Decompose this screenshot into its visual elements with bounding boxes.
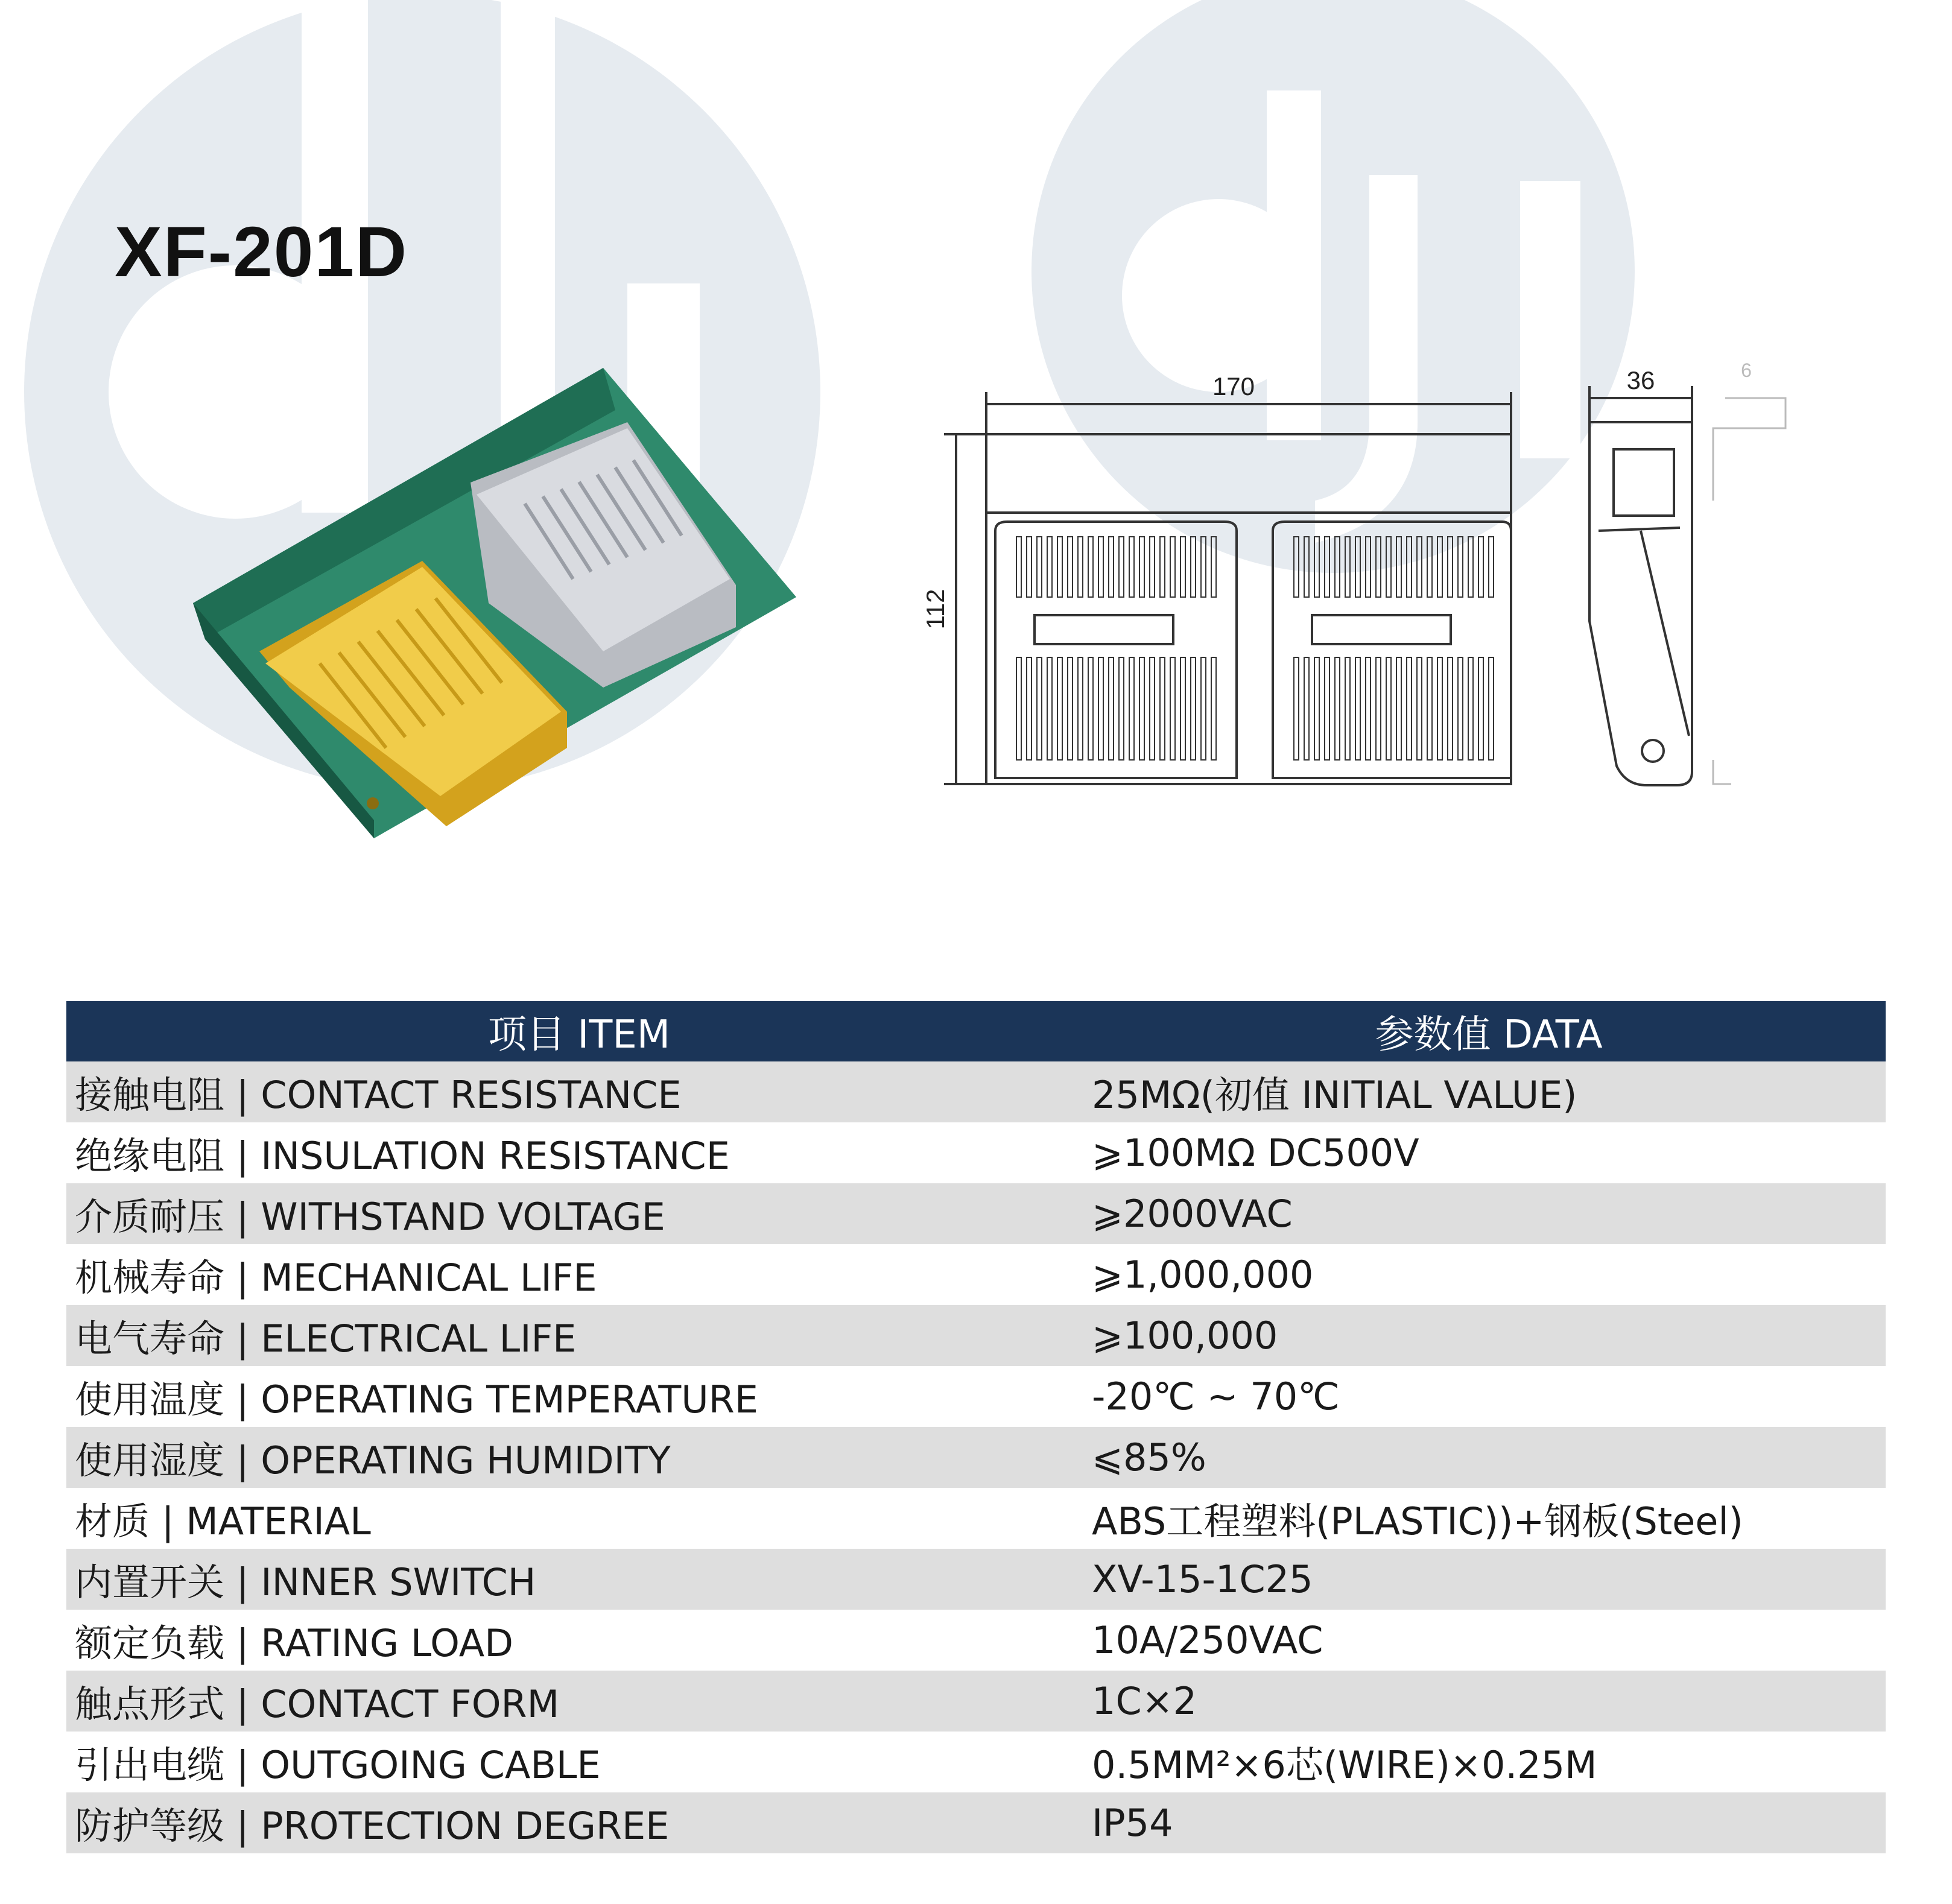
- slot-mark: [1314, 537, 1319, 597]
- slot-mark: [1366, 537, 1371, 597]
- slot-mark: [1386, 537, 1391, 597]
- table-row: [66, 1366, 1886, 1427]
- header-data: 参数值 DATA: [1092, 1001, 1886, 1061]
- table-row: [66, 1792, 1886, 1853]
- dim-side-label: 6: [1741, 359, 1752, 381]
- row-value: 25MΩ(初值 INITIAL VALUE): [1092, 1061, 1886, 1122]
- slot-mark: [1376, 657, 1381, 760]
- slot-mark: [1057, 657, 1062, 760]
- slot-mark: [1335, 657, 1340, 760]
- slot-mark: [1180, 537, 1185, 597]
- row-item: 使用湿度 | OPERATING HUMIDITY: [66, 1427, 1092, 1488]
- table-row: [66, 1488, 1886, 1549]
- row-value: ⩾100MΩ DC500V: [1092, 1131, 1419, 1175]
- row-item: 内置开关 | INNER SWITCH: [66, 1549, 1092, 1610]
- table-row: [66, 1427, 1886, 1488]
- slot-mark: [1468, 537, 1473, 597]
- row-value: ⩾2000VAC: [1092, 1183, 1886, 1244]
- row-item: 额定负载 | RATING LOAD: [75, 1621, 513, 1665]
- row-item: 机械寿命 | MECHANICAL LIFE: [75, 1256, 597, 1300]
- slot-mark: [1478, 657, 1483, 760]
- slot-mark: [1129, 657, 1134, 760]
- slot-mark: [1057, 537, 1062, 597]
- slot-mark: [1016, 537, 1021, 597]
- table-row: [66, 1549, 1886, 1610]
- row-item: 材质 | MATERIAL: [75, 1499, 371, 1543]
- slot-mark: [1345, 537, 1350, 597]
- slot-mark: [1191, 657, 1196, 760]
- row-item: 引出电缆 | OUTGOING CABLE: [75, 1743, 601, 1787]
- slot-mark: [1037, 537, 1042, 597]
- slot-mark: [1129, 537, 1134, 597]
- table-row: [66, 1244, 1886, 1305]
- slot-mark: [1458, 537, 1463, 597]
- row-item: 触点形式 | CONTACT FORM: [66, 1671, 1092, 1732]
- slot-mark: [1407, 657, 1412, 760]
- slot-mark: [1170, 657, 1175, 760]
- row-value: XV-15-1C25: [1092, 1549, 1886, 1610]
- row-value: ⩾1,000,000: [1092, 1253, 1314, 1297]
- slot-mark: [1191, 537, 1196, 597]
- row-value: ⩾100,000: [1092, 1305, 1886, 1366]
- slot-mark: [1016, 657, 1021, 760]
- slot-mark: [1366, 657, 1371, 760]
- row-value: ⩽85%: [1092, 1427, 1886, 1488]
- slot-mark: [1201, 537, 1206, 597]
- slot-mark: [1150, 537, 1155, 597]
- slot-mark: [1304, 657, 1309, 760]
- slot-mark: [1325, 537, 1329, 597]
- dim-width-label: 170: [1212, 372, 1255, 400]
- row-item: 绝缘电阻 | INSULATION RESISTANCE: [75, 1134, 730, 1178]
- slot-mark: [1448, 657, 1453, 760]
- slot-mark: [1376, 537, 1381, 597]
- row-value: -20℃ ~ 70℃: [1092, 1374, 1340, 1419]
- slot-mark: [1345, 657, 1350, 760]
- slot-mark: [1437, 657, 1442, 760]
- slot-mark: [1160, 657, 1165, 760]
- slot-mark: [1304, 537, 1309, 597]
- slot-mark: [1437, 537, 1442, 597]
- slot-mark: [1047, 657, 1052, 760]
- slot-mark: [1150, 657, 1155, 760]
- slot-mark: [1068, 657, 1073, 760]
- spec-table: [66, 1001, 1886, 1853]
- slot-mark: [1068, 537, 1073, 597]
- slot-mark: [1211, 537, 1216, 597]
- header-item: 项目 ITEM: [66, 1001, 1092, 1061]
- slot-mark: [1088, 537, 1093, 597]
- slot-mark: [1088, 657, 1093, 760]
- slot-mark: [1098, 537, 1103, 597]
- slot-mark: [1139, 537, 1144, 597]
- table-row: [66, 1732, 1886, 1792]
- slot-mark: [1417, 657, 1422, 760]
- slot-mark: [1160, 537, 1165, 597]
- row-value: ABS工程塑料(PLASTIC))+钢板(Steel): [1092, 1499, 1743, 1543]
- slot-mark: [1355, 537, 1360, 597]
- row-value: 1C×2: [1092, 1671, 1886, 1732]
- slot-mark: [1180, 657, 1185, 760]
- row-item: 使用温度 | OPERATING TEMPERATURE: [75, 1377, 758, 1422]
- slot-mark: [1027, 537, 1031, 597]
- slot-mark: [1386, 657, 1391, 760]
- slot-mark: [1109, 537, 1114, 597]
- slot-mark: [1489, 657, 1494, 760]
- slot-mark: [1211, 657, 1216, 760]
- row-value: 0.5MM²×6芯(WIRE)×0.25M: [1092, 1743, 1597, 1787]
- table-row: [66, 1671, 1886, 1732]
- row-value: 10A/250VAC: [1092, 1618, 1323, 1662]
- slot-mark: [1170, 537, 1175, 597]
- slot-mark: [1355, 657, 1360, 760]
- slot-mark: [1458, 657, 1463, 760]
- row-item: 接触电阻 | CONTACT RESISTANCE: [66, 1061, 1092, 1122]
- product-model-title: XF-201D: [115, 212, 408, 292]
- slot-mark: [1037, 657, 1042, 760]
- row-item: 电气寿命 | ELECTRICAL LIFE: [66, 1305, 1092, 1366]
- slot-mark: [1314, 657, 1319, 760]
- table-row: [66, 1305, 1886, 1366]
- table-row: [66, 1122, 1886, 1183]
- table-row: [66, 1183, 1886, 1244]
- row-item: 防护等级 | PROTECTION DEGREE: [66, 1792, 1092, 1853]
- slot-mark: [1119, 537, 1124, 597]
- slot-mark: [1396, 657, 1401, 760]
- slot-mark: [1427, 537, 1432, 597]
- slot-mark: [1047, 537, 1052, 597]
- table-row: [66, 1061, 1886, 1122]
- slot-mark: [1489, 537, 1494, 597]
- dimension-drawing: [921, 350, 1810, 808]
- slot-mark: [1294, 537, 1299, 597]
- spec-table-header: [66, 1001, 1886, 1061]
- table-row: [66, 1610, 1886, 1671]
- foot-switch-photo: [181, 350, 820, 856]
- slot-mark: [1335, 537, 1340, 597]
- bar-marks-2: [1294, 537, 1494, 760]
- slot-mark: [1139, 657, 1144, 760]
- slot-mark: [1478, 537, 1483, 597]
- slot-mark: [1468, 657, 1473, 760]
- dim-depth-label: 36: [1626, 366, 1655, 394]
- bar-marks: [1016, 537, 1216, 760]
- slot-mark: [1407, 537, 1412, 597]
- slot-mark: [1078, 537, 1083, 597]
- slot-mark: [1325, 657, 1329, 760]
- slot-mark: [1427, 657, 1432, 760]
- row-value: IP54: [1092, 1792, 1886, 1853]
- slot-mark: [1294, 657, 1299, 760]
- row-item: 介质耐压 | WITHSTAND VOLTAGE: [66, 1183, 1092, 1244]
- slot-mark: [1098, 657, 1103, 760]
- slot-mark: [1396, 537, 1401, 597]
- slot-mark: [1078, 657, 1083, 760]
- slot-mark: [1201, 657, 1206, 760]
- slot-mark: [1027, 657, 1031, 760]
- slot-mark: [1109, 657, 1114, 760]
- slot-mark: [1448, 537, 1453, 597]
- dim-height-label: 112: [921, 589, 949, 630]
- slot-mark: [1119, 657, 1124, 760]
- slot-mark: [1417, 537, 1422, 597]
